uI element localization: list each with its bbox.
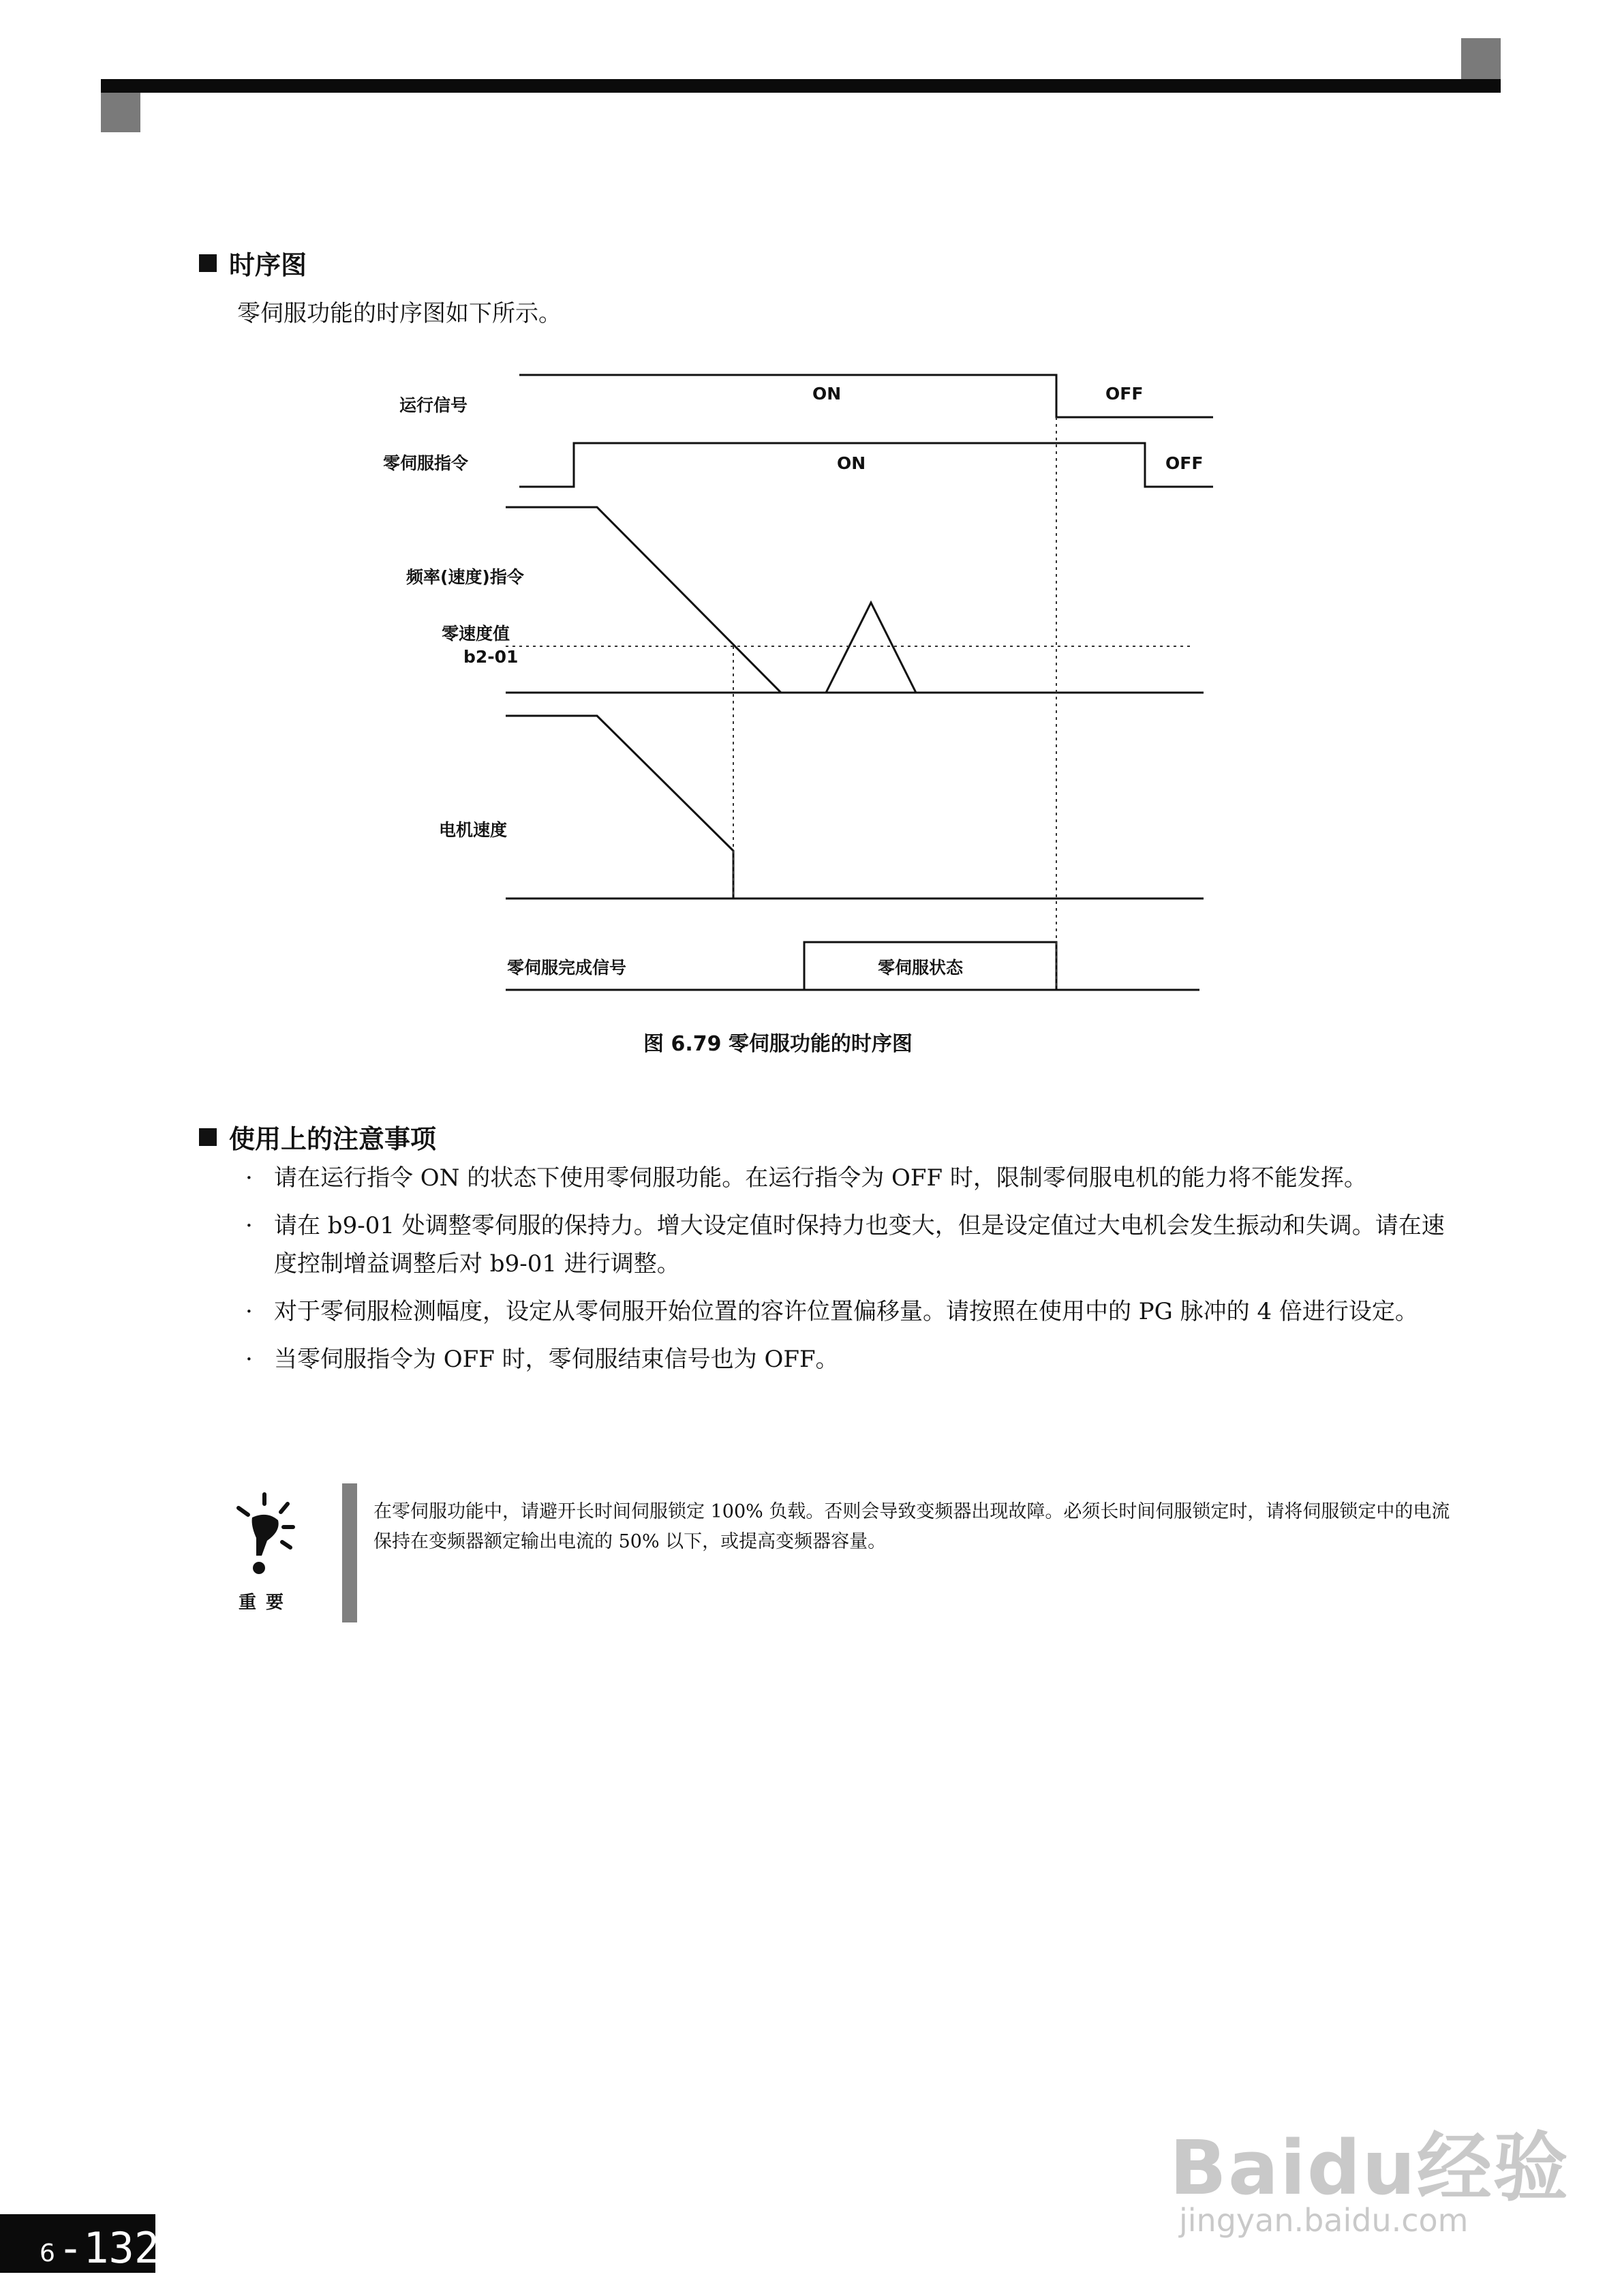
important-label: 重要 <box>239 1592 294 1613</box>
section-title-notes <box>199 1118 436 1155</box>
important-icon <box>225 1490 307 1579</box>
list-item: · 对于零伺服检测幅度，设定从零伺服开始位置的容许位置偏移量。请按照在使用中的 PG 脉冲的 4 倍进行设定。 <box>245 1298 1418 1325</box>
page-number <box>0 2214 160 2273</box>
label-zero-servo-done: 零伺服完成信号 <box>507 958 627 978</box>
label-zero-speed-param: b2-01 <box>463 647 519 667</box>
important-bar <box>342 1483 357 1622</box>
section-intro: 零伺服功能的时序图如下所示。 <box>237 300 562 327</box>
section-title-text: 时序图 <box>229 250 307 280</box>
cmd-off-state: OFF <box>1165 453 1204 473</box>
list-item: · 请在 b9-01 处调整零伺服的保持力。增大设定值时保持力也变大，但是设定值过大电机会发生振动和失调。请在速度控制增益调整后对 b9-01 进行调整。 <box>245 1212 1445 1278</box>
zero-servo-cmd-waveform <box>519 443 1213 487</box>
label-motor-speed: 电机速度 <box>439 820 508 840</box>
label-freq-cmd: 频率(速度)指令 <box>406 567 524 587</box>
motor-speed-waveform <box>506 716 1204 898</box>
list-item: · 请在运行指令 ON 的状态下使用零伺服功能。在运行指令为 OFF 时，限制零伺服电机的能力将不能发挥。 <box>245 1164 1367 1192</box>
watermark-logo: Baidu经验 <box>1169 2124 1570 2211</box>
cmd-on-state: ON <box>837 453 866 473</box>
figure-caption: 图 6.79 零伺服功能的时序图 <box>643 1032 913 1056</box>
label-zero-servo-state: 零伺服状态 <box>878 958 964 978</box>
important-text: 在零伺服功能中，请避开长时间伺服锁定 100% 负载。否则会导致变频器出现故障。必须长时间伺服锁定时，请将伺服锁定中的电流保持在变频器额定输出电流的 50% 以下，或提高变频器容量。 <box>373 1501 1450 1552</box>
page-num: -132 <box>57 2223 160 2273</box>
page-chapter: 6 <box>40 2239 55 2267</box>
freq-cmd-waveform <box>506 507 916 693</box>
label-zero-speed: 零速度值 <box>442 624 510 644</box>
list-item: · 当零伺服指令为 OFF 时，零伺服结束信号也为 OFF。 <box>245 1346 839 1373</box>
run-off-state: OFF <box>1105 384 1144 404</box>
label-run-signal: 运行信号 <box>399 395 468 415</box>
label-zero-servo-cmd: 零伺服指令 <box>383 453 469 473</box>
watermark-url: jingyan.baidu.com <box>1179 2202 1469 2239</box>
section-bullet-icon <box>199 1128 217 1146</box>
run-on-state: ON <box>812 384 842 404</box>
section-title-text: 使用上的注意事项 <box>229 1124 437 1154</box>
notes-list <box>245 1159 1452 1388</box>
